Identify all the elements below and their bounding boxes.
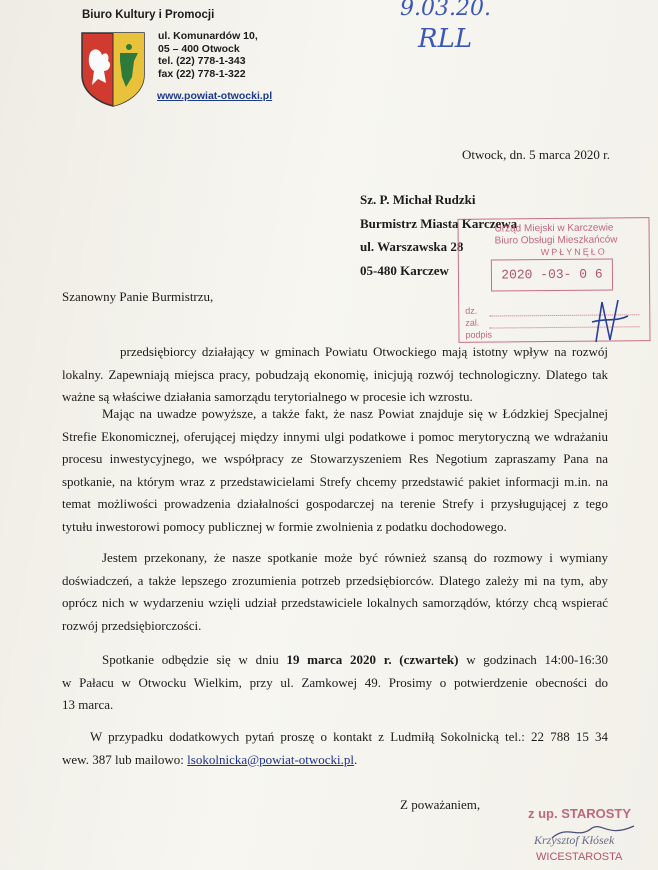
text-line: procesu inwestycyjnego, we współpracy ze Stowarzyszeniem Res Negotium zapraszamy Pana na (62, 451, 608, 466)
text-line: tytułu inwestorowi pomocy publicznej w formie zwolnienia z podatku dochodowego. (62, 518, 507, 534)
contact-email-link[interactable]: lsokolnicka@powiat-otwocki.pl (187, 751, 355, 767)
signature-title: WICESTAROSTA (536, 851, 623, 863)
meeting-hours: w godzinach 14:00-16:30 (458, 652, 608, 667)
recipient-street: ul. Warszawska 28 (360, 239, 464, 255)
text-line: przedsiębiorcy działający w gminach Powiatu Otwockiego mają istotny wpływ na rozwój (120, 344, 608, 359)
address-fax: fax (22) 778-1-322 (158, 67, 246, 80)
text-line: ważne są właściwe działania samorządu terytorialnego w procesie ich wzrostu. (62, 389, 473, 404)
handwritten-date: 9.03.20. (400, 0, 491, 21)
stamp-date: 2020 -03- 0 6 (491, 258, 613, 291)
office-name: Biuro Kultury i Promocji (82, 9, 215, 21)
stamp-field-zal: zal. (465, 317, 480, 328)
stamp-field-podpis: podpis (465, 329, 493, 340)
text-line: spotkanie, na którym wraz z przedstawicielami Strefy chcemy przedstawić pakiet informacji m.in. na (62, 473, 608, 489)
address-postcode: 05 – 400 Otwock (158, 42, 240, 55)
text-line: Strefie Ekonomicznej, oferującej między innymi ulgi podatkowe i pomoc merytoryczną we wdrażaniu (62, 428, 608, 444)
closing: Z poważaniem, (400, 797, 481, 812)
text-line (102, 649, 608, 672)
recipient-city: 05-480 Karczew (360, 262, 449, 278)
text-line: 13 marca. (62, 697, 114, 712)
stamp-field-dz: dz. (465, 305, 478, 316)
meeting-text: Spotkanie odbędzie się w dniu (102, 652, 287, 667)
letter-date: Otwock, dn. 5 marca 2020 r. (462, 147, 611, 162)
text-line: rozwój przedsiębiorczości. (62, 617, 202, 633)
salutation: Szanowny Panie Burmistrzu, (62, 289, 214, 304)
signature-authority: z up. STAROSTY (528, 806, 632, 821)
contact-text-end: . (354, 751, 358, 767)
text-line: doświadczeń, a także lepszego zrozumienia potrzeb przedsiębiorców. Dlatego zależy mi na tym, aby (62, 572, 608, 588)
paragraph-1 (62, 341, 608, 409)
contact-text: wew. 387 lub mailowo: (62, 751, 188, 767)
text-line: w Pałacu w Otwocku Wielkim, przy ul. Zamkowej 49. Prosimy o potwierdzenie obecności do (62, 674, 608, 690)
paragraph-3 (62, 547, 608, 637)
address-phone: tel. (22) 778-1-343 (158, 55, 246, 68)
stamp-received: WPŁYNĘŁO (540, 246, 607, 258)
website-link[interactable]: www.powiat-otwocki.pl (157, 90, 273, 102)
office-address (158, 30, 258, 80)
text-line: temat możliwości prowadzenia działalności gospodarczej na terenie Strefy i przysługującej z tego (62, 496, 608, 511)
signature-name: Krzysztof Kłósek (534, 833, 615, 847)
text-line: Mając na uwadze powyższe, a także fakt, że nasz Powiat znajduje się w Łódzkiej Specjalnej (102, 406, 608, 421)
recipient-title: Burmistrz Miasta Karczewa (360, 215, 518, 231)
handwritten-initials: RLL (418, 24, 473, 54)
text-line: W przypadku dodatkowych pytań proszę o kontakt z Ludmiłą Sokolnicką tel.: 22 788 15 34 (90, 729, 608, 744)
stamp-department: Biuro Obsługi Mieszkańców (494, 234, 618, 247)
meeting-date: 19 marca 2020 r. (czwartek) (286, 652, 459, 667)
stamp-office: Urząd Miejski w Karczewie (494, 222, 614, 235)
paragraph-4 (62, 649, 608, 717)
text-line: Jestem przekonany, że nasze spotkanie może być również szansą do rozmowy i wymiany (102, 550, 608, 565)
paragraph-2 (62, 403, 608, 538)
text-line: lokalny. Zapewniają miejsca pracy, pobudzają ekonomię, inicjują rozwój technologiczny. Dlatego tak (62, 366, 608, 382)
address-street: ul. Komunardów 10, (158, 30, 258, 42)
recipient-name: Sz. P. Michał Rudzki (360, 192, 476, 207)
text-line (62, 749, 608, 772)
paragraph-5 (62, 726, 608, 771)
handwritten-initial-mark (588, 292, 632, 348)
text-line: oprócz nich w wydarzeniu wzięli udział przedstawiciele lokalnych samorządów, którzy chcą wspierać (62, 595, 608, 610)
coat-of-arms-icon (80, 31, 146, 107)
